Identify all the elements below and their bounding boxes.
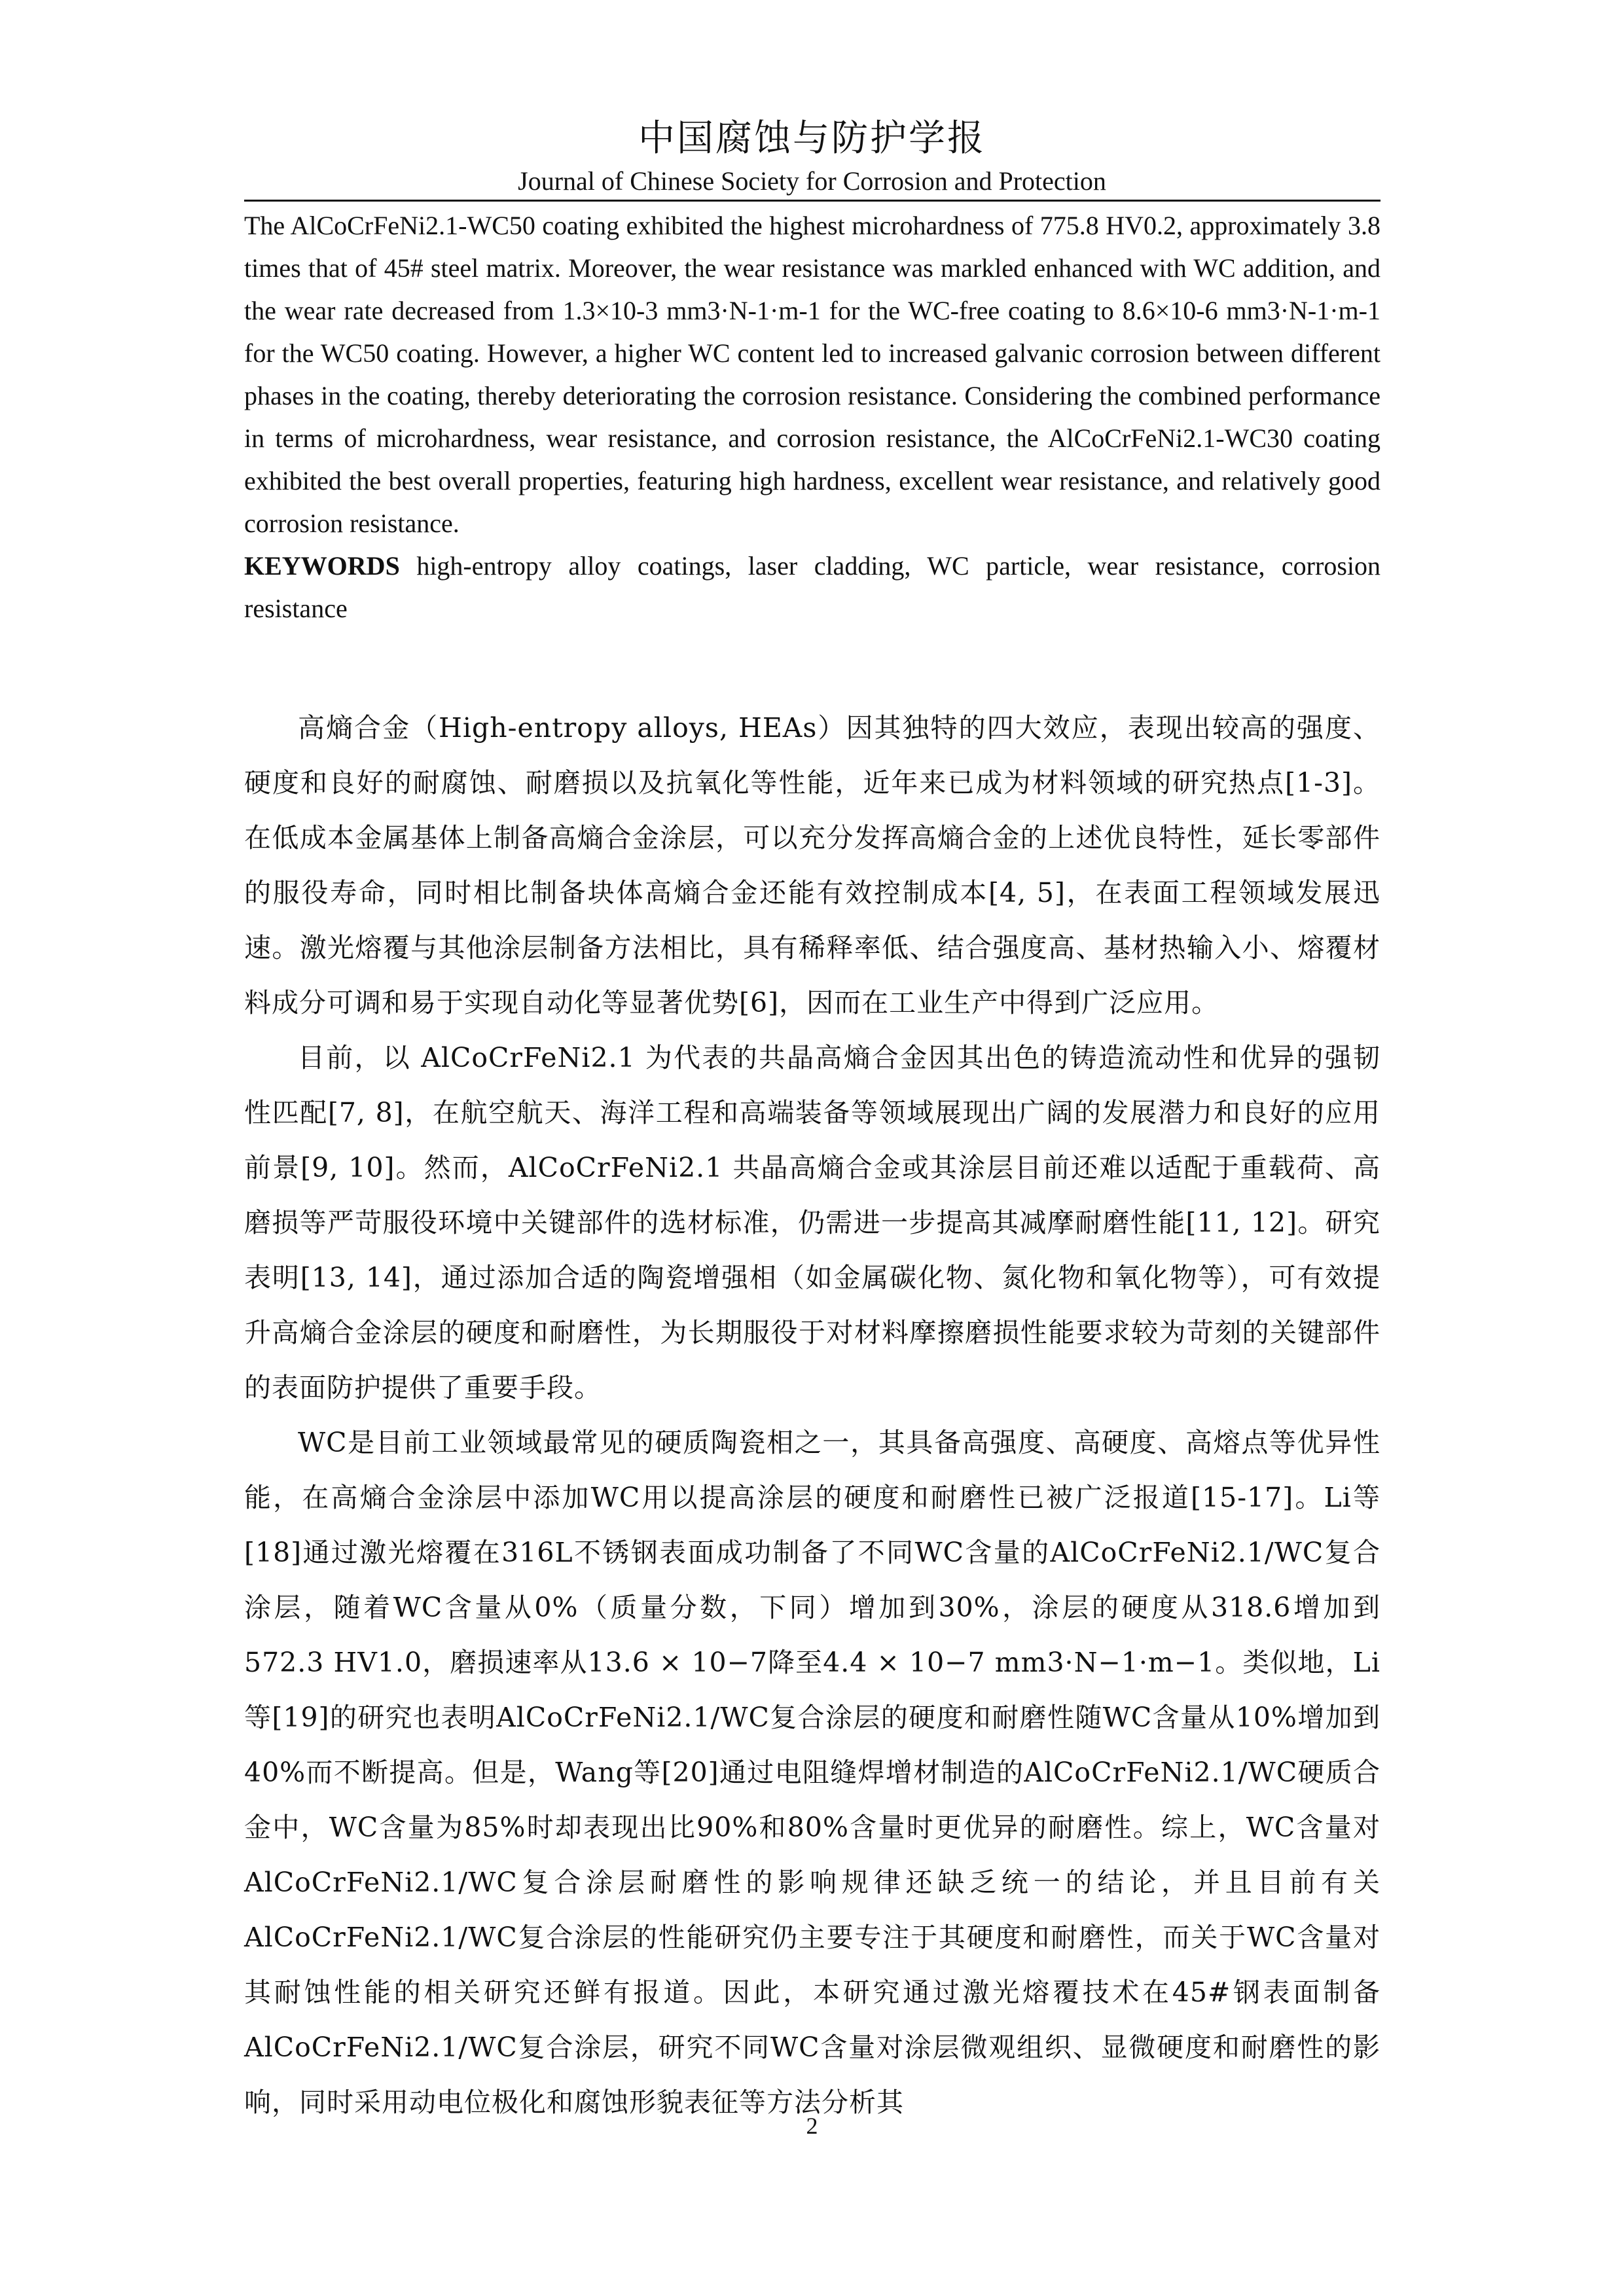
journal-title-chinese: 中国腐蚀与防护学报 <box>638 117 986 160</box>
english-abstract <box>244 204 1380 630</box>
abstract-paragraph: The AlCoCrFeNi2.1-WC50 coating exhibited the highest microhardness of 775.8 HV0.2, approximately 3.8 times that of 45# steel matrix. Moreover, the wear resistance was markled enhanced with WC addition, and the wear rate decreased from 1.3×10-3 mm3·N-1·m-1 for the WC-free coating to 8.6×10-6 mm3·N-1·m-1 for the WC50 coating. However, a higher WC content led to increased galvanic corrosion between different phases in the coating, thereby deteriorating the corrosion resistance. Considering the combined performance in terms of microhardness, wear resistance, and corrosion resistance, the AlCoCrFeNi2.1-WC30 coating exhibited the best overall properties, featuring high hardness, excellent wear resistance, and relatively good corrosion resistance. <box>244 211 1380 538</box>
body-paragraph-3: WC是目前工业领域最常见的硬质陶瓷相之一，其具备高强度、高硬度、高熔点等优异性能，在高熵合金涂层中添加WC用以提高涂层的硬度和耐磨性已被广泛报道[15-17]。Li等[18]通过激光熔覆在316L不锈钢表面成功制备了不同WC含量的AlCoCrFeNi2.1/WC复合涂层，随着WC含量从0%（质量分数，下同）增加到30%，涂层的硬度从318.6增加到572.3 HV1.0，磨损速率从13.6 × 10−7降至4.4 × 10−7 mm3·N−1·m−1。类似地，Li等[19]的研究也表明AlCoCrFeNi2.1/WC复合涂层的硬度和耐磨性随WC含量从10%增加到40%而不断提高。但是，Wang等[20]通过电阻缝焊增材制造的AlCoCrFeNi2.1/WC硬质合金中，WC含量为85%时却表现出比90%和80%含量时更优异的耐磨性。综上，WC含量对AlCoCrFeNi2.1/WC复合涂层耐磨性的影响规律还缺乏统一的结论，并且目前有关AlCoCrFeNi2.1/WC复合涂层的性能研究仍主要专注于其硬度和耐磨性，而关于WC含量对其耐蚀性能的相关研究还鲜有报道。因此，本研究通过激光熔覆技术在45#钢表面制备AlCoCrFeNi2.1/WC复合涂层，研究不同WC含量对涂层微观组织、显微硬度和耐磨性的影响，同时采用动电位极化和腐蚀形貌表征等方法分析其 <box>244 1427 1380 2118</box>
chinese-body <box>244 700 1380 2130</box>
body-paragraph-1: 高熵合金（High-entropy alloys, HEAs）因其独特的四大效应，表现出较高的强度、硬度和良好的耐腐蚀、耐磨损以及抗氧化等性能，近年来已成为材料领域的研究热点[1-3]。在低成本金属基体上制备高熵合金涂层，可以充分发挥高熵合金的上述优良特性，延长零部件的服役寿命，同时相比制备块体高熵合金还能有效控制成本[4, 5]，在表面工程领域发展迅速。激光熔覆与其他涂层制备方法相比，具有稀释率低、结合强度高、基材热输入小、熔覆材料成分可调和易于实现自动化等显著优势[6]，因而在工业生产中得到广泛应用。 <box>244 712 1380 1018</box>
journal-title-english: Journal of Chinese Society for Corrosion and Protection <box>518 166 1106 196</box>
keywords-text: high-entropy alloy coatings, laser cladding, WC particle, wear resistance, corrosion resistance <box>244 551 1381 623</box>
header-divider <box>244 200 1380 202</box>
body-paragraph-2: 目前，以 AlCoCrFeNi2.1 为代表的共晶高熵合金因其出色的铸造流动性和优异的强韧性匹配[7, 8]，在航空航天、海洋工程和高端装备等领域展现出广阔的发展潜力和良好的应用前景[9, 10]。然而，AlCoCrFeNi2.1 共晶高熵合金或其涂层目前还难以适配于重载荷、高磨损等严苛服役环境中关键部件的选材标准，仍需进一步提高其减摩耐磨性能[11, 12]。研究表明[13, 14]，通过添加合适的陶瓷增强相（如金属碳化物、氮化物和氧化物等），可有效提升高熵合金涂层的硬度和耐磨性，为长期服役于对材料摩擦磨损性能要求较为苛刻的关键部件的表面防护提供了重要手段。 <box>244 1042 1380 1403</box>
page-number: 2 <box>806 2113 818 2139</box>
keywords-line <box>244 545 1380 630</box>
keywords-label: KEYWORDS <box>244 551 400 581</box>
